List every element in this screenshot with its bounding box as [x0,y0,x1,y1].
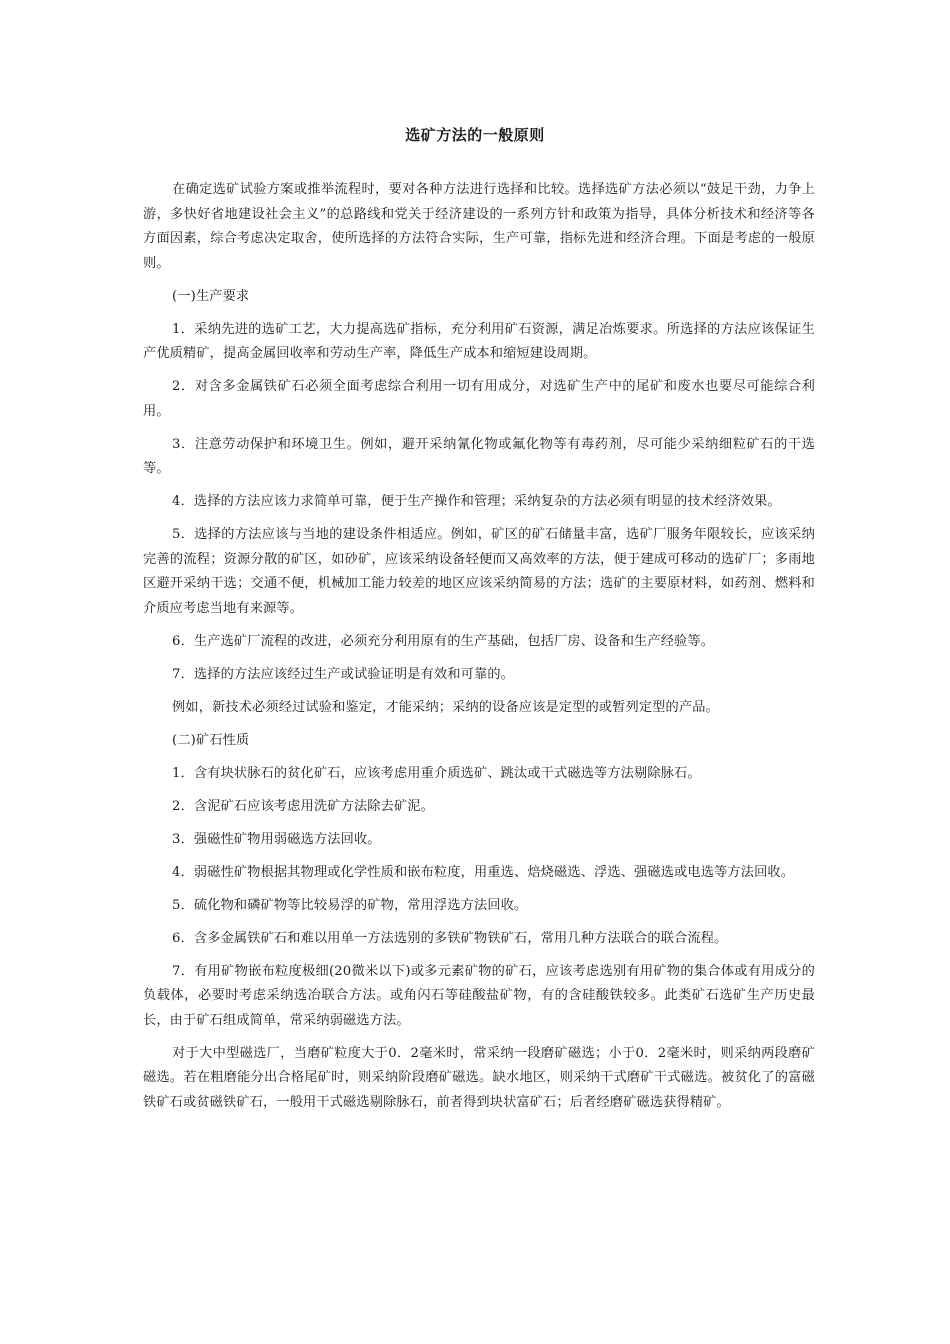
document-title: 选矿方法的一般原则 [405,126,545,144]
paragraph-ore-1: 1．含有块状脉石的贫化矿石，应该考虑用重介质选矿、跳汰或干式磁选等方法剔除脉石。 [172,765,701,781]
paragraph-production-6: 6．生产选矿厂流程的改进，必须充分利用原有的生产基础，包括厂房、设备和生产经验等。 [172,633,715,649]
paragraph-production-3: 3．注意劳动保护和环境卫生。例如，避开采纳氰化物或氟化物等有毒药剂，尽可能少采纳细粒矿石的干选等。 [143,436,815,476]
section-heading-production: (一)生产要求 [172,288,250,304]
paragraph-example: 例如，新技术必须经过试验和鉴定，才能采纳；采纳的设备应该是定型的或暂列定型的产品。 [172,699,719,715]
paragraph-production-4: 4．选择的方法应该力求简单可靠，便于生产操作和管理；采纳复杂的方法必须有明显的技术经济效果。 [172,494,781,509]
paragraph-ore-4: 4．弱磁性矿物根据其物理或化学性质和嵌布粒度，用重选、焙烧磁选、浮选、强磁选或电选等方法回收。 [172,864,795,880]
paragraph-ore-6: 6．含多金属铁矿石和难以用单一方法选别的多铁矿物铁矿石，常用几种方法联合的联合流程。 [172,930,728,946]
intro-paragraph: 在确定选矿试验方案或推举流程时，要对各种方法进行选择和比较。选择选矿方法必须以“鼓足干劲，力争上游，多快好省地建设社会主义”的总路线和党关于经济建设的一系列方针和政策为指导，具体分析技术和经济等各方面因素，综合考虑决定取舍，使所选择的方法符合实际，生产可靠，指标先进和经济合理。下面是考虑的一般原则。 [143,182,815,271]
paragraph-ore-2: 2．含泥矿石应该考虑用洗矿方法除去矿泥。 [172,798,434,814]
paragraph-ore-3: 3．强磁性矿物用弱磁选方法回收。 [172,831,381,847]
document-body [143,178,815,1124]
paragraph-ore-5: 5．硫化物和磷矿物等比较易浮的矿物，常用浮选方法回收。 [172,897,528,913]
section-heading-ore: (二)矿石性质 [172,732,250,748]
paragraph-production-7: 7．选择的方法应该经过生产或试验证明是有效和可靠的。 [172,666,515,682]
paragraph-ore-7: 7．有用矿物嵌布粒度极细(20微米以下)或多元素矿物的矿石，应该考虑选别有用矿物的集合体或有用成分的负载体，必要时考虑采纳选冶联合方法。或角闪石等硅酸盐矿物，有的含硅酸铁较多。此类矿石选矿生产历史最长，由于矿石组成简单，常采纳弱磁选方法。 [143,963,815,1028]
paragraph-production-2: 2．对含多金属铁矿石必须全面考虑综合利用一切有用成分，对选矿生产中的尾矿和废水也要尽可能综合利用。 [143,379,815,419]
paragraph-magnetic-plant: 对于大中型磁选厂，当磨矿粒度大于0．2毫米时，常采纳一段磨矿磁选；小于0．2毫米时，则采纳两段磨矿磁选。若在粗磨能分出合格尾矿时，则采纳阶段磨矿磁选。缺水地区，则采纳干式磨矿干式磁选。被贫化了的富磁铁矿石或贫磁铁矿石，一般用干式磁选剔除脉石，前者得到块状富矿石；后者经磨矿磁选获得精矿。 [143,1045,815,1110]
paragraph-production-1: 1．采纳先进的选矿工艺，大力提高选矿指标，充分利用矿石资源，满足冶炼要求。所选择的方法应该保证生产优质精矿，提高金属回收率和劳动生产率，降低生产成本和缩短建设周期。 [143,321,815,361]
paragraph-production-5: 5．选择的方法应该与当地的建设条件相适应。例如，矿区的矿石储量丰富，选矿厂服务年限较长，应该采纳完善的流程；资源分散的矿区，如砂矿，应该采纳设备轻便而又高效率的方法，便于建成可移动的选矿厂；多雨地区避开采纳干选；交通不便，机械加工能力较差的地区应该采纳简易的方法；选矿的主要原材料，如药剂、燃料和介质应考虑当地有来源等。 [143,527,815,616]
